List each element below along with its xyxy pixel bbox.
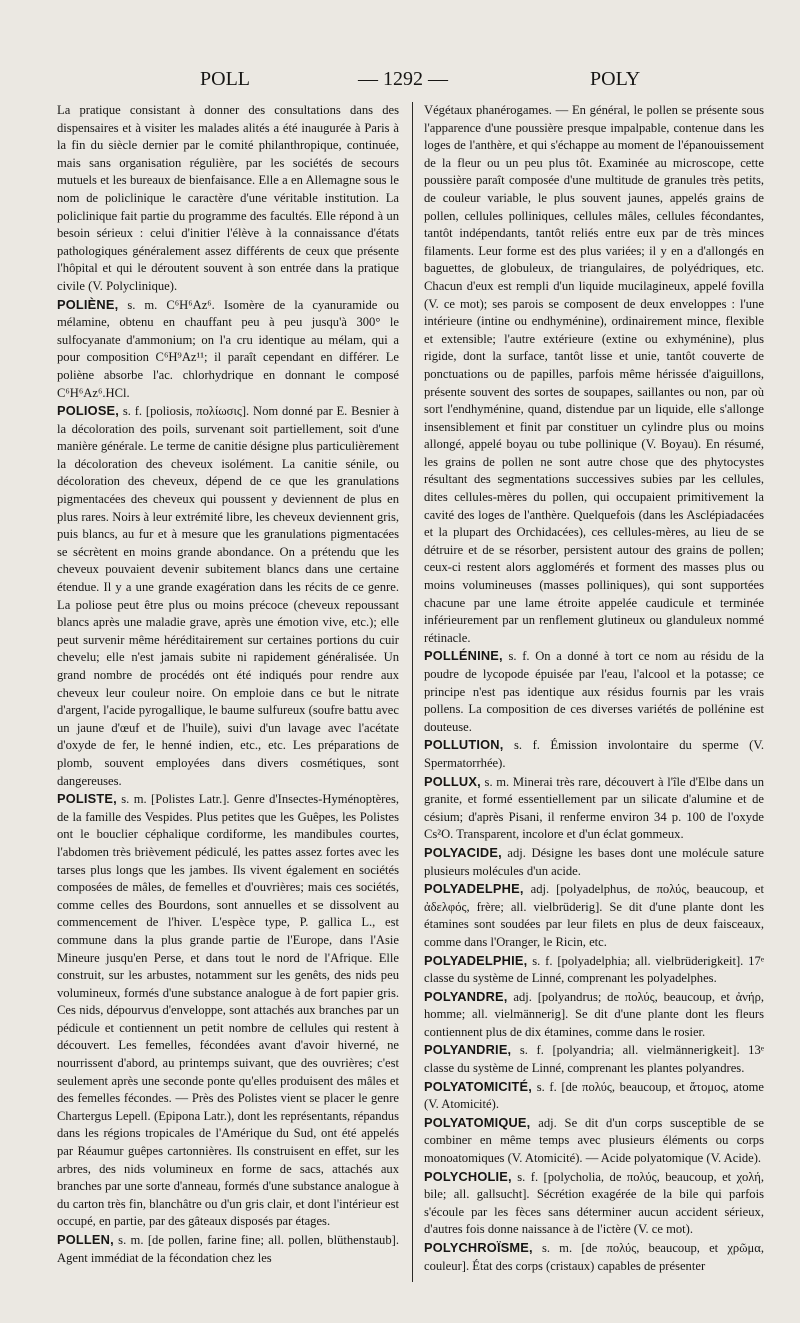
entry-headword: POLISTE,	[57, 791, 117, 807]
dictionary-entry	[424, 988, 764, 1042]
entry-text: s. f. [polyadelphia; all. vielbrüderigkeit]. 17ᵉ classe du système de Linné, comprenant les polyadelphes.	[424, 953, 764, 986]
running-header	[0, 68, 800, 96]
dictionary-entry	[424, 736, 764, 772]
entry-text: s. m. C⁶H⁶Az⁶. Isomère de la cyanuramide ou mélamine, obtenu en chauffant peu à peu jusqu'à 300° le sulfocyanate d'ammonium; on l'a cru identique au mélam, qui a pour composition C⁶H⁹Az¹¹; il paraît cependant en différer. Le poliène absorbe l'ac. chlorhydrique en donnant le composé C⁶H⁶Az⁶.HCl.	[57, 297, 399, 400]
dictionary-entry	[424, 844, 764, 880]
entry-text: s. f. [poliosis, πολίωσις]. Nom donné par E. Besnier à la décoloration des poils, survenant soit partiellement, soit d'une manière générale. Le terme de canitie désigne plus particulièrement la décoloration des cheveux isolément. La canitie sénile, ou décoloration des cheveux, dépend de ce que les granulations pigmentacées des cheveux qui poussent y deviennent de plus en plus rares. Noirs à leur extrémité libre, les cheveux deviennent gris, puis blancs, au fur et à mesure que les granulations pigmentacées se sécrètent en moins grande abondance. On a prétendu que les cheveux pouvaient devenir subitement blancs dans une certaine étendue. Il y a une grande exagération dans les récits de ce genre. La poliose peut être plus ou moins précoce (cheveux repoussant blancs après une maladie grave, après une émotion vive, etc.); elle peut survenir même héréditairement sur certaines portions du cuir chevelu; elle n'est jamais subite ni rapidement généralisée. Un grand nombre de procédés ont été indiqués pour rendre aux cheveux leur couleur noire. On emploie dans ce but le nitrate d'argent, l'acide pyrogallique, le baume sulfureux (soufre battu avec un jaune d'œuf et de l'huile), suivi d'un lavage avec l'acétate d'oxyde de fer, le henné indien, etc., etc. Les préparations de plomb, souvent employées dans divers cosmétiques, sont dangereuses.	[57, 404, 399, 788]
entry-text: adj. Se dit d'un corps susceptible de se combiner en même temps avec plusieurs éléments ou corps monoatomiques (V. Atomicité). — Acide polyatomique (V. Acide).	[424, 1115, 764, 1166]
entry-text: s. f. On a donné à tort ce nom au résidu de la poudre de lycopode épuisée par l'eau, l'alcool et la potasse; ce principe n'est pas identique aux résidus fournis par les vrais pollens. La composition de ces diverses variétés de pollénine est douteuse.	[424, 649, 764, 734]
dictionary-entry	[424, 1239, 764, 1275]
dictionary-entry	[57, 402, 399, 790]
entry-text: s. f. [polyandria; all. vielmännerigkeit]. 13ᵉ classe du système de Linné, comprenant les plantes polyandres.	[424, 1043, 764, 1076]
entry-headword: POLYADELPHE,	[424, 881, 524, 897]
dictionary-entry	[424, 1114, 764, 1168]
entry-text: adj. [polyadelphus, de πολύς, beaucoup, et ἀδελφός, frère; all. vielbrüderig]. Se dit d'une plante dont les étamines sont soudées par leur filets en plus de deux faisceaux, comme dans l'Oranger, le Ricin, etc.	[424, 882, 764, 949]
entry-text: s. m. [de πολύς, beaucoup, et χρῶμα, couleur]. État des corps (cristaux) capables de présenter	[424, 1241, 764, 1273]
entry-headword: POLYANDRIE,	[424, 1042, 512, 1058]
dictionary-entry	[424, 102, 764, 647]
dictionary-entry	[424, 880, 764, 951]
dictionary-entry	[424, 647, 764, 736]
entry-text: Végétaux phanérogames. — En général, le pollen se présente sous l'apparence d'une poussière presque impalpable, contenue dans les loges de l'anthère, et qui s'échappe au moment de l'épanouissement de la fleur ou un peu plus tôt. Examinée au microscope, cette poussière paraît composée d'une multitude de granules très petits, de couleur variable, le plus souvent jaunes, appelés grains de pollen, cellules polliniques, cellules mâles, cellules fécondantes, tantôt indépendants, tantôt reliés entre eux par de très minces filaments. Leur forme est des plus variées; il y en a d'allongés en baguettes, de globuleux, de triangulaires, de polyédriques, etc. Chacun d'eux est rempli d'un liquide mucilagineux, appelé fovilla (V. ce mot); ses parois se composent de deux enveloppes : l'une intérieure (intine ou endhyménine), ordinairement mince, flexible et extensible; l'autre extérieure (extine ou exhyménine), plus rigide, dont la surface, tantôt lisse et unie, tantôt couverte de ponctuations ou de papilles, parfois même hérissée d'aiguillons, présente souvent des sortes de soupapes, saillantes ou non, par où sort l'endhyménine, quand, distendue par un liquide, elle s'allonge insensiblement et finit par constituer un cylindre plus ou moins allongé, appelé boyau ou tube pollinique (V. Boyau). En résumé, les grains de pollen ne sont autre chose que des phytocystes résultant des segmentations successives subies par les cellules, dites cellules-mères du pollen, qui occupaient primitivement la cavité des loges de l'anthère. Quelquefois (dans les Asclépiadacées et la plupart des Orchidacées), ces cellules-mères, au lieu de se détruire et de se résorber, persistent autour des grains de pollen; ceux-ci restent alors agglomérés et forment des masses plus ou moins volumineuses (masses polliniques), qui sont supportées chacune par une lame étroite appelée caudicule et terminée inférieurement par un renflement glutineux ou glanduleux nommé rétinacle.	[424, 103, 764, 645]
entry-headword: POLYACIDE,	[424, 844, 502, 860]
entry-headword: POLIÈNE,	[57, 296, 119, 312]
entry-headword: POLIOSE,	[57, 403, 120, 419]
header-left-guide-word: POLL	[200, 68, 250, 90]
page-number: — 1292 —	[358, 68, 448, 90]
dictionary-entry	[424, 773, 764, 844]
header-right-guide-word: POLY	[590, 68, 641, 90]
dictionary-entry	[424, 1041, 764, 1077]
entry-headword: POLYCHOLIE,	[424, 1168, 512, 1184]
entry-text: s. f. [de πολύς, beaucoup, et ἄτομος, atome (V. Atomicité).	[424, 1079, 764, 1112]
entry-headword: POLYATOMIQUE,	[424, 1114, 531, 1130]
entry-headword: POLYADELPHIE,	[424, 952, 528, 968]
dictionary-entry	[57, 102, 399, 296]
dictionary-entry	[424, 1078, 764, 1114]
dictionary-entry	[57, 1231, 399, 1267]
dictionary-entry	[57, 296, 399, 403]
dictionary-entry	[424, 1168, 764, 1239]
dictionary-entry	[57, 790, 399, 1231]
entry-text: s. m. Minerai très rare, découvert à l'île d'Elbe dans un granite, et formé essentiellement par un silicate d'alumine et de césium; d'après Pisani, il renferme environ 34 p. 100 de l'oxyde Cs²O. Transparent, incolore et d'un éclat gommeux.	[424, 774, 764, 842]
entry-headword: POLYANDRE,	[424, 988, 508, 1004]
dictionary-entry	[424, 952, 764, 988]
entry-text: La pratique consistant à donner des consultations dans des dispensaires et à visiter les malades alités a été inaugurée à Paris à la fin du siècle dernier par le comité philanthropique, continuée, mais sans organisation régulière, par les sociétés de secours mutuels et les bureaux de bienfaisance. Elle a en Allemagne sous le nom de policlinique le caractère d'une véritable institution. La policlinique fait partie du programme des facultés. Elle répond à un besoin sérieux : celui d'initier l'élève à la connaissance d'états pathologiques généralement assez différents de ceux que présente l'hôpital et qui le déroutent souvent à son entrée dans la pratique civile (V. Polyclinique).	[57, 103, 399, 293]
entry-headword: POLLUX,	[424, 773, 481, 789]
entry-headword: POLYATOMICITÉ,	[424, 1078, 533, 1094]
right-column	[424, 102, 764, 1297]
entry-text: adj. Désigne les bases dont une molécule sature plusieurs molécules d'un acide.	[424, 845, 764, 878]
entry-headword: POLYCHROÏSME,	[424, 1240, 533, 1255]
entry-headword: POLLÉNINE,	[424, 648, 503, 664]
entry-headword: POLLEN,	[57, 1232, 114, 1247]
left-column	[57, 102, 399, 1297]
entry-headword: POLLUTION,	[424, 737, 504, 753]
column-divider	[412, 102, 413, 1282]
entry-text: s. m. [Polistes Latr.]. Genre d'Insectes-Hyménoptères, de la famille des Vespides. Plus petites que les Guêpes, les Polistes ont le bouclier céphalique cordiforme, les mandibules courtes, l'abdomen très brièvement pédiculé, les pattes assez fortes avec les tarses plus longs que les jambes. Ils vivent également en sociétés composées de mâles, de femelles et d'ouvrières; mais ces sociétés, comme celles des Bourdons, sont annuelles et se dissolvent au commencement de l'hiver. L'espèce type, P. gallica L., est commune dans la plus grande partie de l'Europe, dans l'Asie Mineure jusqu'en Perse, et dans tout le nord de l'Afrique. Elle construit, sur les arbustes, notamment sur les genêts, des nids peu volumineux, formés d'une substance analogue à de fort papier gris. Ces nids, dépourvus d'enveloppe, sont attachés aux branches par un pédicule et contiennent un petit nombre de cellules qui restent à découvert. Les femelles, fécondées avant d'avoir hiverné, ne nourrissent d'abord, au printemps suivant, que des ouvrières; c'est seulement après une seconde ponte qu'elles produisent des mâles et des femelles fécondes. — Près des Polistes vient se placer le genre Chartergus Lepell. (Epipona Latr.), dont les représentants, répandus dans les régions tropicales de l'Amérique du Sud, ont été appelés par Réaumur guêpes cartonnières. Ils construisent en effet, sur les arbres, des nids volumineux en forme de sacs, attachés aux branches par une sorte d'anneau, formés d'une substance analogue à du carton très fin, blanchâtre ou d'un gris clair, et dont l'intérieur est occupé, en partie, par des gâteaux disposés par étages.	[57, 792, 399, 1229]
entry-text: adj. [polyandrus; de πολύς, beaucoup, et ἀνήρ, homme; all. vielmännerig]. Se dit d'une plante dont les fleurs contiennent plus de dix étamines, comme dans le rosier.	[424, 989, 764, 1039]
entry-text: s. f. Émission involontaire du sperme (V. Spermatorrhée).	[424, 738, 764, 770]
entry-text: s. m. [de pollen, farine fine; all. pollen, blüthenstaub]. Agent immédiat de la fécondation chez les	[57, 1233, 399, 1265]
entry-text: s. f. [polycholia, de πολύς, beaucoup, et χολή, bile; all. gallsucht]. Sécrétion exagérée de la bile qui parfois s'écoule par les fèces sans déterminer aucun accident sérieux, d'autres fois donne naissance à de l'ictère (V. ce mot).	[424, 1169, 764, 1237]
